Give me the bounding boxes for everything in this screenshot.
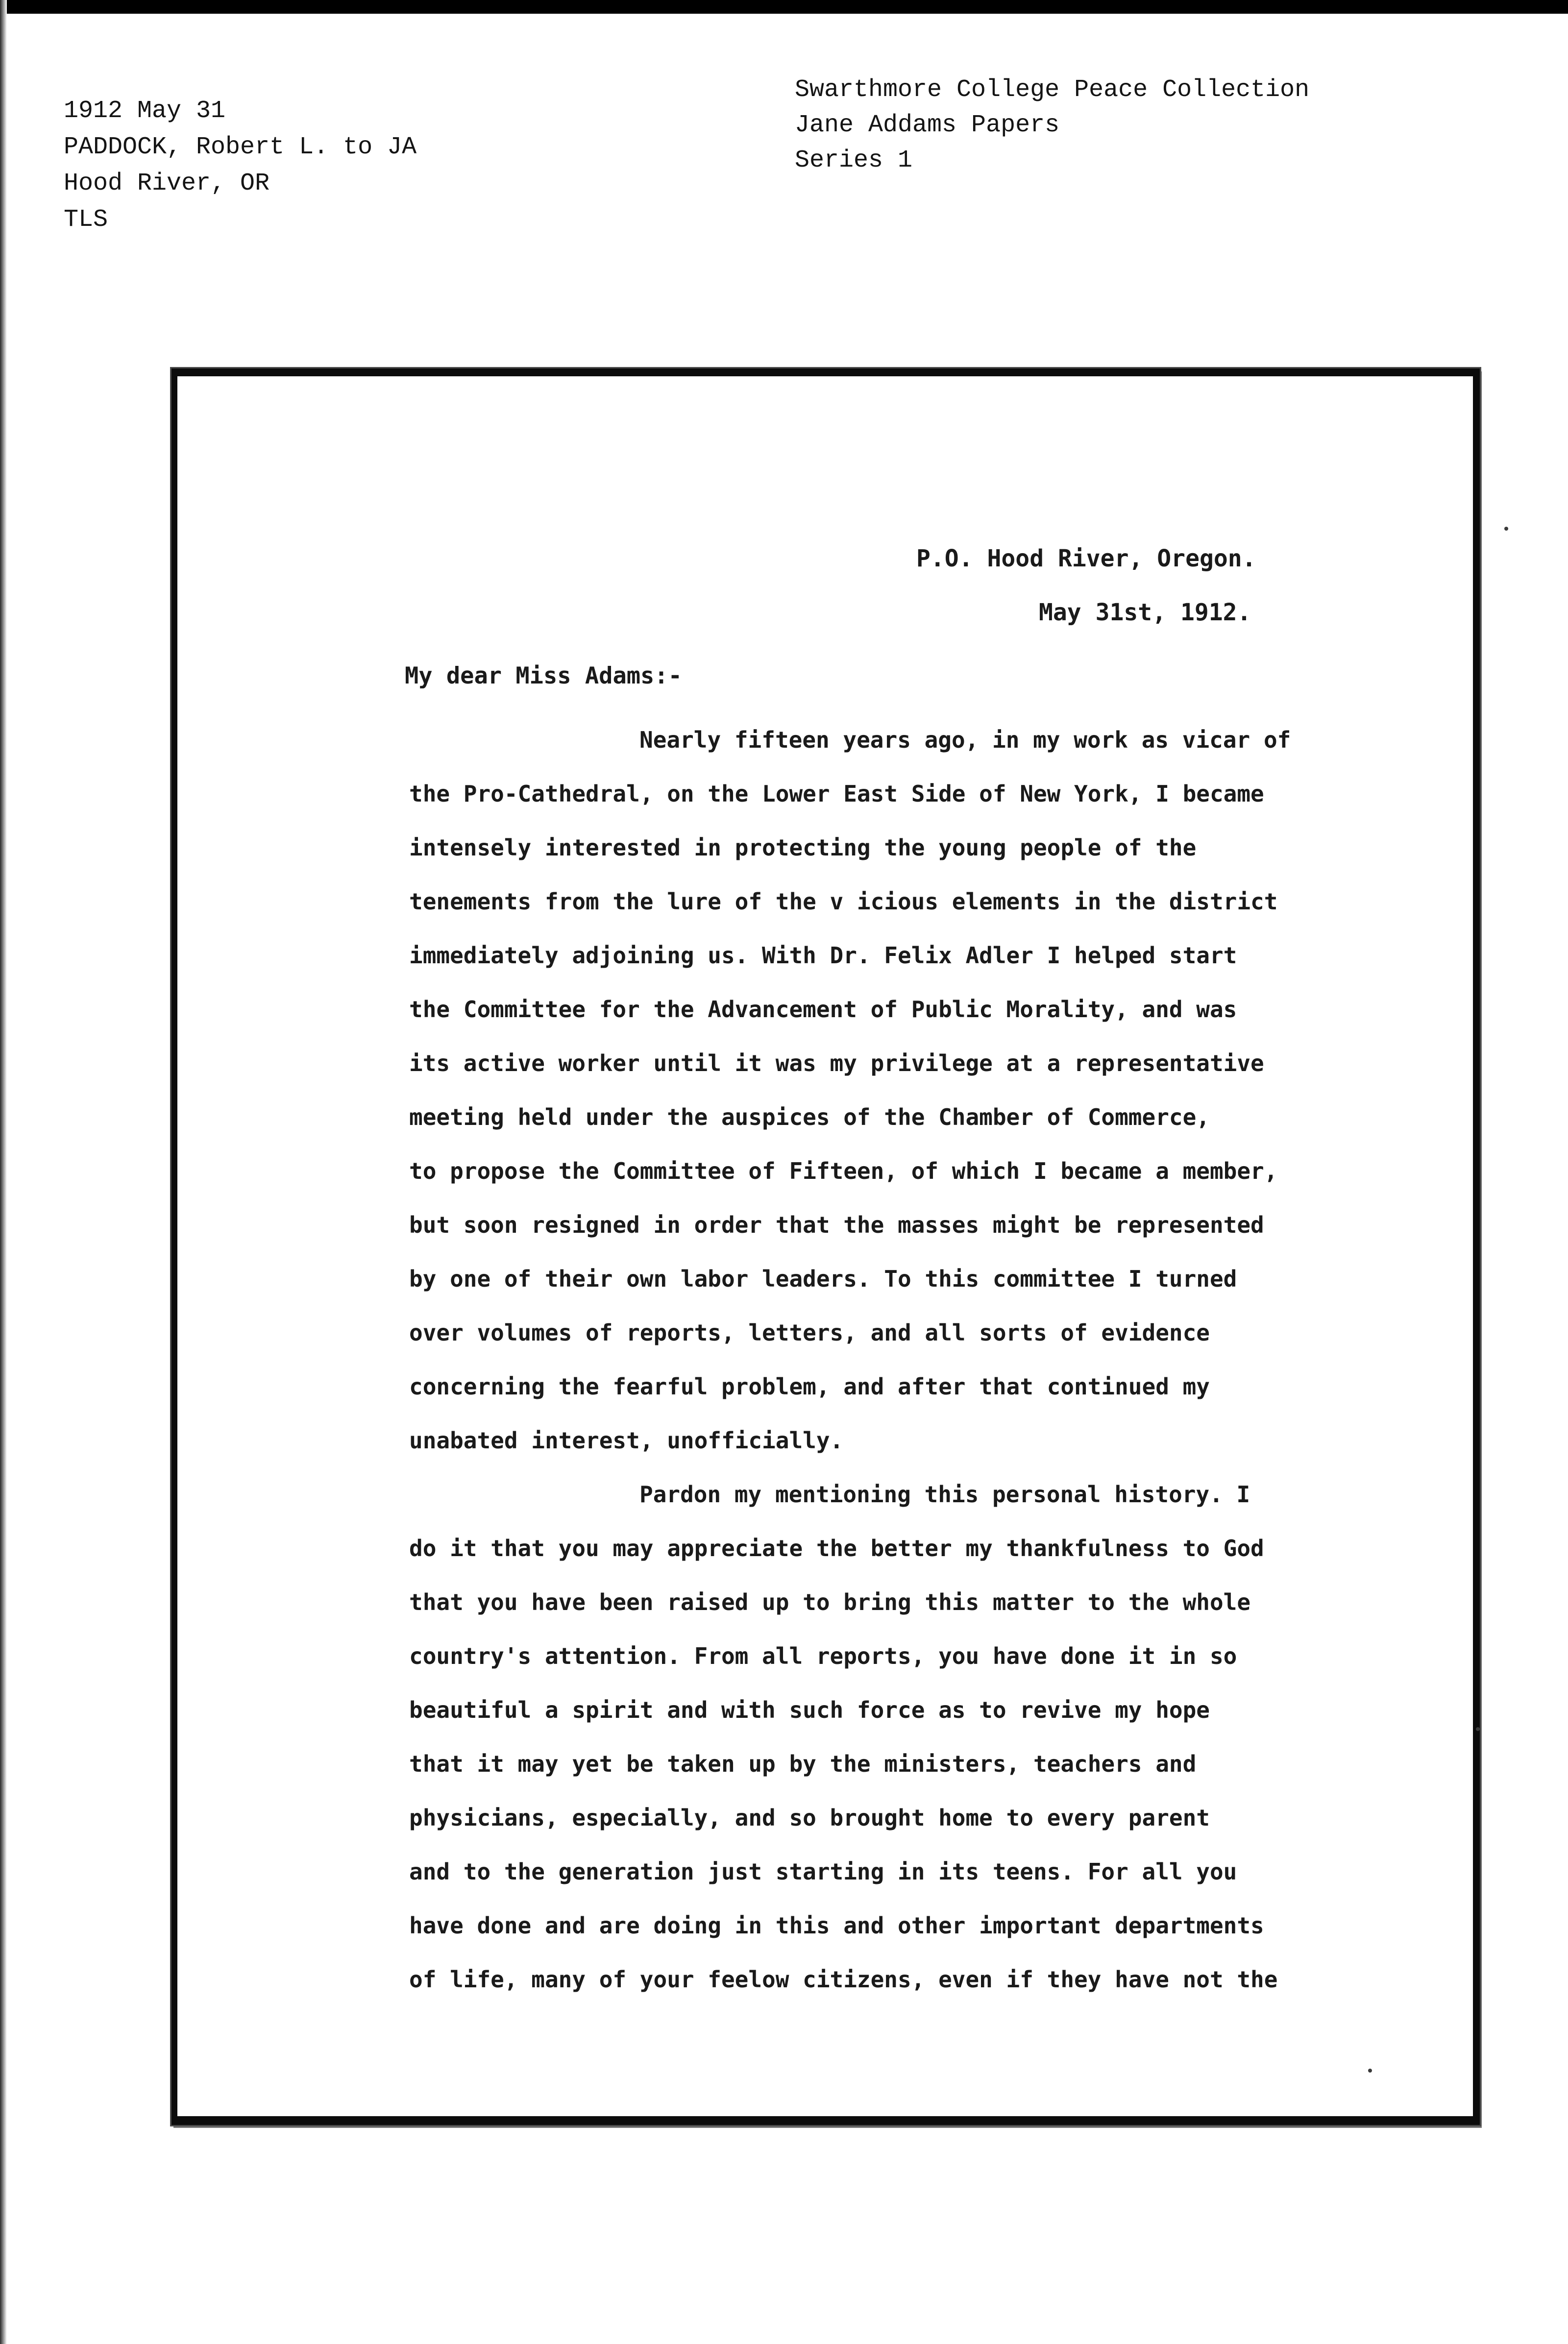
body-line: by one of their own labor leaders. To this committee I turned <box>409 1266 1237 1292</box>
archive-record-header <box>64 93 416 238</box>
body-line: of life, many of your feelow citizens, even if they have not the <box>409 1966 1278 1993</box>
letter-body <box>409 713 1448 2006</box>
scan-left-edge <box>0 0 7 2344</box>
collection-header <box>795 73 1309 178</box>
body-line: physicians, especially, and so brought home to every parent <box>409 1805 1210 1831</box>
body-line: tenements from the lure of the v icious elements in the district <box>409 888 1278 915</box>
collection-name: Swarthmore College Peace Collection <box>795 76 1310 104</box>
letter-address: P.O. Hood River, Oregon. <box>916 545 1256 572</box>
body-line: intensely interested in protecting the young people of the <box>409 834 1197 861</box>
body-line: meeting held under the auspices of the Chamber of Commerce, <box>409 1104 1210 1130</box>
letter-heading <box>916 532 1406 639</box>
body-line: beautiful a spirit and with such force as to revive my hope <box>409 1697 1210 1723</box>
archive-date: 1912 May 31 <box>64 97 226 125</box>
body-line: over volumes of reports, letters, and all sorts of evidence <box>409 1319 1210 1346</box>
scan-speck <box>1476 1727 1480 1731</box>
scan-top-edge <box>0 0 1568 14</box>
body-line: have done and are doing in this and other important departments <box>409 1912 1264 1939</box>
body-line: but soon resigned in order that the masses might be represented <box>409 1212 1264 1238</box>
body-line: the Pro-Cathedral, on the Lower East Side of New York, I became <box>409 781 1264 807</box>
body-line: and to the generation just starting in its teens. For all you <box>409 1858 1237 1885</box>
collection-series: Series 1 <box>795 146 913 174</box>
body-line: to propose the Committee of Fifteen, of which I became a member, <box>409 1158 1278 1184</box>
body-line: that it may yet be taken up by the ministers, teachers and <box>409 1751 1197 1777</box>
body-line: country's attention. From all reports, you have done it in so <box>409 1643 1237 1669</box>
letter-salutation: My dear Miss Adams:- <box>405 662 682 689</box>
body-line: unabated interest, unofficially. <box>409 1427 844 1454</box>
scan-speck <box>1504 527 1508 531</box>
body-line: the Committee for the Advancement of Public Morality, and was <box>409 996 1237 1023</box>
scan-speck <box>1368 2069 1372 2073</box>
body-line: immediately adjoining us. With Dr. Felix Adler I helped start <box>409 942 1237 969</box>
archive-place: Hood River, OR <box>64 170 270 197</box>
body-line: that you have been raised up to bring this matter to the whole <box>409 1589 1251 1615</box>
body-line: do it that you may appreciate the better my thankfulness to God <box>409 1535 1264 1562</box>
collection-papers: Jane Addams Papers <box>795 111 1060 139</box>
letter-date: May 31st, 1912. <box>1039 599 1251 626</box>
archive-document-type: TLS <box>64 206 108 234</box>
archive-correspondents: PADDOCK, Robert L. to JA <box>64 133 417 161</box>
body-line: concerning the fearful problem, and after that continued my <box>409 1373 1210 1400</box>
body-line: Pardon my mentioning this personal history. I <box>639 1481 1250 1508</box>
body-line: Nearly fifteen years ago, in my work as vicar of <box>639 727 1291 753</box>
body-line: its active worker until it was my privilege at a representative <box>409 1050 1264 1076</box>
